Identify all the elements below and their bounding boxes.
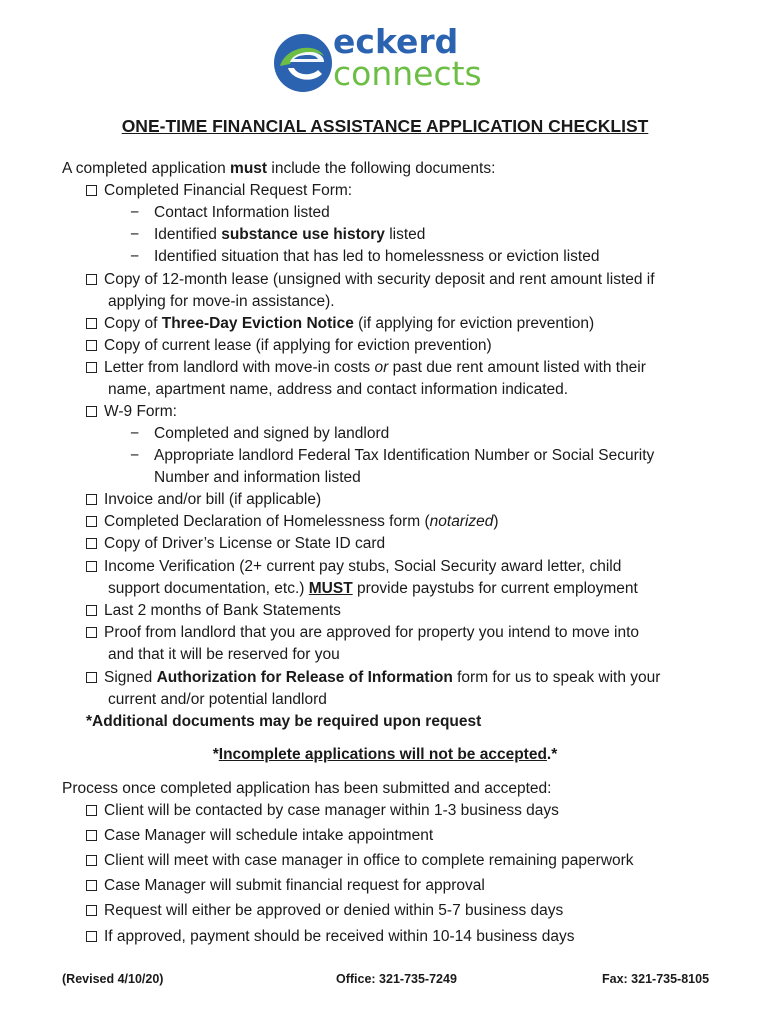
- page-title: ONE-TIME FINANCIAL ASSISTANCE APPLICATION CHECKLIST: [121, 116, 649, 136]
- dash-bullet: −: [130, 248, 140, 265]
- checkbox[interactable]: [86, 362, 97, 373]
- sub-item-emphasis: substance use history: [221, 226, 385, 243]
- documents-intro: [62, 159, 495, 179]
- sub-item-w9-tax-id: [130, 446, 654, 466]
- additional-documents-note: *Additional documents may be required upon request: [86, 713, 482, 730]
- checkbox[interactable]: [86, 672, 97, 683]
- process-step: [86, 851, 634, 871]
- checklist-item-lease: [86, 270, 655, 290]
- sub-item-continuation: [154, 468, 361, 488]
- item-label: Income Verification (2+ current pay stubs, Social Security award letter, child: [104, 558, 622, 575]
- checklist-item-license: [86, 534, 385, 554]
- sub-item-label-end: listed: [384, 226, 426, 243]
- item-label: Letter from landlord with move-in costs: [104, 359, 375, 376]
- checkbox[interactable]: [86, 880, 97, 891]
- checkbox[interactable]: [86, 406, 97, 417]
- checkbox[interactable]: [86, 830, 97, 841]
- item-emphasis: MUST: [308, 580, 353, 597]
- logo-mark-icon: [272, 32, 334, 94]
- sub-item-situation: [130, 247, 599, 267]
- incomplete-notice: [0, 745, 770, 765]
- step-label: Request will either be approved or denied within 5-7 business days: [104, 902, 564, 919]
- item-label-end: (if applying for eviction prevention): [353, 315, 595, 332]
- checkbox[interactable]: [86, 340, 97, 351]
- checkbox[interactable]: [86, 905, 97, 916]
- item-emphasis: Three-Day Eviction Notice: [161, 315, 354, 332]
- item-italic: or: [374, 359, 389, 376]
- process-step: [86, 801, 559, 821]
- item-label: applying for move-in assistance).: [108, 293, 335, 310]
- item-label: Copy of: [104, 315, 162, 332]
- checkbox[interactable]: [86, 274, 97, 285]
- checklist-item-eviction-notice: [86, 314, 594, 334]
- item-emphasis: Authorization for Release of Information: [156, 669, 453, 686]
- checklist-item-income: [86, 557, 621, 577]
- item-label: and that it will be reserved for you: [108, 646, 340, 663]
- process-step: [86, 901, 563, 921]
- intro-text: A completed application: [62, 160, 231, 177]
- checkbox[interactable]: [86, 855, 97, 866]
- item-continuation: [108, 292, 335, 312]
- step-label: Case Manager will submit financial request for approval: [104, 877, 485, 894]
- item-label-end: past due rent amount listed with their: [388, 359, 646, 376]
- item-label: W-9 Form:: [104, 403, 177, 420]
- step-label: If approved, payment should be received within 10-14 business days: [104, 928, 575, 945]
- checklist-item-w9: [86, 402, 177, 422]
- item-label-end: form for us to speak with your: [452, 669, 661, 686]
- checkbox[interactable]: [86, 538, 97, 549]
- footer-fax: Fax: 321-735-8105: [602, 972, 710, 986]
- process-step: [86, 876, 485, 896]
- item-label: Signed: [104, 669, 157, 686]
- sub-item-label: Identified situation that has led to homelessness or eviction listed: [154, 248, 600, 265]
- item-label: Copy of Driver’s License or State ID card: [104, 535, 386, 552]
- item-label: Last 2 months of Bank Statements: [104, 602, 341, 619]
- sub-item-label: Number and information listed: [154, 469, 361, 486]
- checkbox[interactable]: [86, 318, 97, 329]
- sub-item-label: Completed and signed by landlord: [154, 425, 390, 442]
- dash-bullet: −: [130, 226, 140, 243]
- checklist-item-declaration: [86, 512, 499, 532]
- logo-word-eckerd: eckerd: [333, 22, 459, 61]
- process-intro: Process once completed application has been submitted and accepted:: [62, 780, 552, 797]
- item-continuation: [108, 579, 638, 599]
- eckerd-connects-logo: [272, 22, 502, 98]
- intro-text-end: include the following documents:: [267, 160, 496, 177]
- dash-bullet: −: [130, 425, 140, 442]
- sub-item-contact-info: [130, 203, 330, 223]
- step-label: Client will be contacted by case manager within 1-3 business days: [104, 802, 559, 819]
- item-continuation: [108, 690, 327, 710]
- notice-text: Incomplete applications will not be accepted: [218, 746, 547, 763]
- footer-revised: (Revised 4/10/20): [62, 972, 164, 986]
- item-label: name, apartment name, address and contact information indicated.: [108, 381, 569, 398]
- item-label-end: provide paystubs for current employment: [352, 580, 638, 597]
- step-label: Case Manager will schedule intake appointment: [104, 827, 434, 844]
- item-continuation: [108, 645, 340, 665]
- step-label: Client will meet with case manager in office to complete remaining paperwork: [104, 852, 634, 869]
- logo-word-connects: connects: [333, 54, 482, 93]
- checkbox[interactable]: [86, 627, 97, 638]
- checkbox[interactable]: [86, 516, 97, 527]
- notice-star: *: [212, 746, 219, 763]
- sub-item-label: Identified: [154, 226, 222, 243]
- dash-bullet: −: [130, 447, 140, 464]
- sub-item-label: Appropriate landlord Federal Tax Identification Number or Social Security: [154, 447, 655, 464]
- item-label: Proof from landlord that you are approved for property you intend to move into: [104, 624, 640, 641]
- sub-item-substance-history: [130, 225, 425, 245]
- checkbox[interactable]: [86, 561, 97, 572]
- intro-emphasis: must: [230, 160, 268, 177]
- checkbox[interactable]: [86, 185, 97, 196]
- checklist-item-current-lease: [86, 336, 492, 356]
- checklist-item-proof: [86, 623, 639, 643]
- process-step: [86, 927, 574, 947]
- item-continuation: [108, 380, 568, 400]
- checklist-item-invoice: [86, 490, 321, 510]
- item-label: Copy of 12-month lease (unsigned with security deposit and rent amount listed if: [104, 271, 655, 288]
- checklist-item-bank: [86, 601, 341, 621]
- item-label: Copy of current lease (if applying for eviction prevention): [104, 337, 492, 354]
- process-step: [86, 826, 433, 846]
- footer-office-phone: Office: 321-735-7249: [336, 972, 457, 986]
- item-label: support documentation, etc.): [108, 580, 309, 597]
- item-label: Completed Declaration of Homelessness form (: [104, 513, 430, 530]
- sub-item-w9-signed: [130, 424, 389, 444]
- checklist-item-landlord-letter: [86, 358, 646, 378]
- checklist-item-release: [86, 668, 660, 688]
- item-label: current and/or potential landlord: [108, 691, 327, 708]
- checklist-item-financial-request: [86, 181, 352, 201]
- item-label-end: ): [493, 513, 499, 530]
- checkbox[interactable]: [86, 931, 97, 942]
- dash-bullet: −: [130, 204, 140, 221]
- checkbox[interactable]: [86, 805, 97, 816]
- checkbox[interactable]: [86, 494, 97, 505]
- checkbox[interactable]: [86, 605, 97, 616]
- notice-end: .*: [546, 746, 558, 763]
- sub-item-label: Contact Information listed: [154, 204, 330, 221]
- item-italic: notarized: [429, 513, 494, 530]
- item-label: Invoice and/or bill (if applicable): [104, 491, 322, 508]
- item-label: Completed Financial Request Form:: [104, 182, 353, 199]
